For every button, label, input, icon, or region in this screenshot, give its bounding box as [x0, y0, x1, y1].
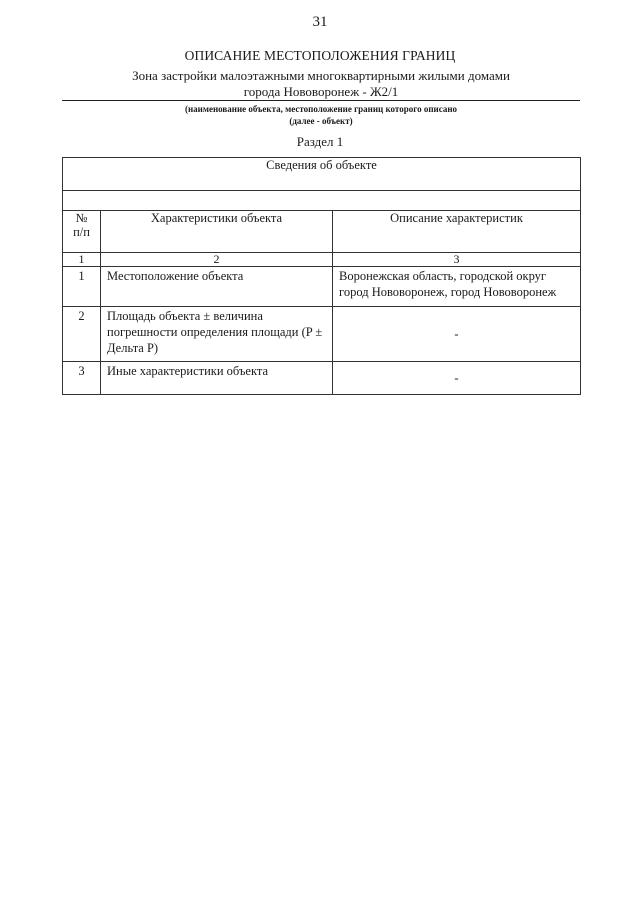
object-caption: [62, 103, 580, 127]
row-description: -: [333, 362, 581, 395]
column-number-3: 3: [333, 253, 581, 267]
table-heading-row: [63, 158, 581, 191]
row-number: 1: [63, 267, 101, 307]
object-name-line-1: Зона застройки малоэтажными многоквартирными жилыми домами: [132, 68, 510, 83]
column-header-number-line-1: №: [75, 211, 88, 225]
row-characteristic: Местоположение объекта: [101, 267, 333, 307]
table-heading: Сведения об объекте: [63, 158, 581, 191]
object-name-line-2: города Нововоронеж - Ж2/1: [243, 84, 399, 99]
document-title: ОПИСАНИЕ МЕСТОПОЛОЖЕНИЯ ГРАНИЦ: [184, 48, 456, 63]
column-header-characteristics: Характеристики объекта: [101, 211, 333, 253]
table-row: [63, 267, 581, 307]
column-number-row: [63, 253, 581, 267]
object-info-table: [62, 157, 581, 395]
row-number: 2: [63, 307, 101, 362]
table-row: [63, 307, 581, 362]
column-header-row: [63, 211, 581, 253]
underline-rule: [62, 100, 580, 101]
table-empty-row: [63, 191, 581, 211]
caption-line-1: (наименование объекта, местоположение границ которого описано: [184, 104, 458, 114]
row-number: 3: [63, 362, 101, 395]
empty-cell: [63, 191, 581, 211]
column-header-description: Описание характеристик: [333, 211, 581, 253]
section-title: Раздел 1: [296, 134, 344, 149]
page-number: 31: [312, 14, 328, 30]
caption-line-2: (далее - объект): [289, 116, 353, 126]
row-description: Воронежская область, городской округ город Нововоронеж, город Нововоронеж: [333, 267, 581, 307]
table-row: [63, 362, 581, 395]
row-characteristic: Площадь объекта ± величина погрешности определения площади (P ± Дельта P): [101, 307, 333, 362]
object-name: [62, 68, 580, 100]
column-number-1: 1: [63, 253, 101, 267]
column-number-2: 2: [101, 253, 333, 267]
row-characteristic: Иные характеристики объекта: [101, 362, 333, 395]
row-description: -: [333, 307, 581, 362]
column-header-number-line-2: п/п: [73, 225, 90, 239]
column-header-number: [63, 211, 101, 253]
